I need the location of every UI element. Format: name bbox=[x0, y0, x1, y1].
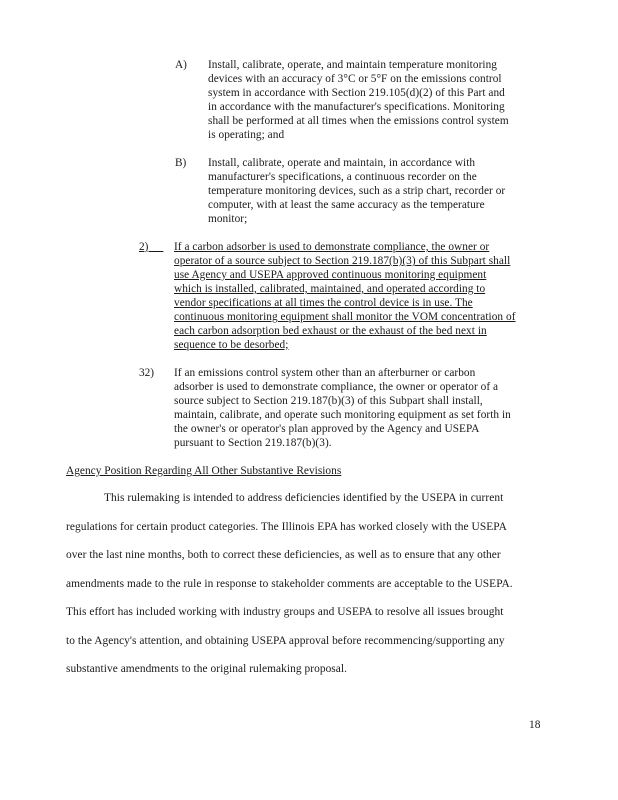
section-a-line: devices with an accuracy of 3°C or 5°F on the emissions control bbox=[208, 73, 502, 85]
section-2-line: continuous monitoring equipment shall monitor the VOM concentration of bbox=[174, 311, 516, 323]
section-b-line: manufacturer's specifications, a continuous recorder on the bbox=[208, 171, 477, 183]
section-2-line: sequence to be desorbed; bbox=[174, 339, 289, 351]
section-a-line: is operating; and bbox=[208, 129, 285, 141]
section-a-line: in accordance with the manufacturer's specifications. Monitoring bbox=[208, 101, 505, 113]
section-3-line: the owner's or operator's plan approved by the Agency and USEPA bbox=[174, 423, 480, 435]
section-a-label: A) bbox=[175, 59, 187, 71]
section-a-line: system in accordance with Section 219.105(d)(2) of this Part and bbox=[208, 87, 505, 99]
section-heading: Agency Position Regarding All Other Substantive Revisions bbox=[66, 465, 342, 477]
body-line: This effort has included working with industry groups and USEPA to resolve all issues brought bbox=[66, 606, 504, 618]
section-2-line: each carbon adsorption bed exhaust or the exhaust of the bed next in bbox=[174, 325, 487, 337]
section-b-line: computer, with at least the same accuracy as the temperature bbox=[208, 199, 485, 211]
section-3-line: source subject to Section 219.187(b)(3) of this Subpart shall install, bbox=[174, 395, 483, 407]
section-2-line: use Agency and USEPA approved continuous monitoring equipment bbox=[174, 269, 487, 281]
section-b-line: Install, calibrate, operate and maintain, in accordance with bbox=[208, 157, 476, 169]
body-line: substantive amendments to the original rulemaking proposal. bbox=[66, 663, 348, 675]
section-b-line: monitor; bbox=[208, 213, 248, 225]
section-3-label: 32) bbox=[139, 367, 155, 379]
page-number: 18 bbox=[529, 719, 541, 731]
section-2-line: operator of a source subject to Section 219.187(b)(3) of this Subpart shall bbox=[174, 255, 511, 267]
section-2-label: 2) bbox=[139, 241, 149, 253]
section-3-line: maintain, calibrate, and operate such monitoring equipment as set forth in bbox=[174, 409, 511, 421]
body-line: This rulemaking is intended to address deficiencies identified by the USEPA in current bbox=[104, 492, 504, 504]
section-a-line: Install, calibrate, operate, and maintain temperature monitoring bbox=[208, 59, 497, 71]
section-a-line: shall be performed at all times when the emissions control system bbox=[208, 115, 509, 127]
section-3-line: pursuant to Section 219.187(b)(3). bbox=[174, 437, 332, 449]
section-3-line: adsorber is used to demonstrate compliance, the owner or operator of a bbox=[174, 381, 499, 393]
body-line: over the last nine months, both to correct these deficiencies, as well as to ensure that any other bbox=[66, 549, 501, 561]
body-line: regulations for certain product categories. The Illinois EPA has worked closely with the USEPA bbox=[66, 521, 507, 533]
section-2-spacer bbox=[149, 240, 165, 254]
section-2-line: vendor specifications at all times the control device is in use. The bbox=[174, 297, 473, 309]
section-2-line: which is installed, calibrated, maintained, and operated according to bbox=[174, 283, 486, 295]
section-b-label: B) bbox=[175, 157, 187, 169]
section-b-line: temperature monitoring devices, such as a strip chart, recorder or bbox=[208, 185, 506, 197]
section-2-line: If a carbon adsorber is used to demonstrate compliance, the owner or bbox=[174, 241, 490, 253]
body-line: to the Agency's attention, and obtaining USEPA approval before recommencing/supporting any bbox=[66, 635, 505, 647]
body-line: amendments made to the rule in response to stakeholder comments are acceptable to the USEPA. bbox=[66, 578, 513, 590]
section-3-line: If an emissions control system other than an afterburner or carbon bbox=[174, 367, 476, 379]
